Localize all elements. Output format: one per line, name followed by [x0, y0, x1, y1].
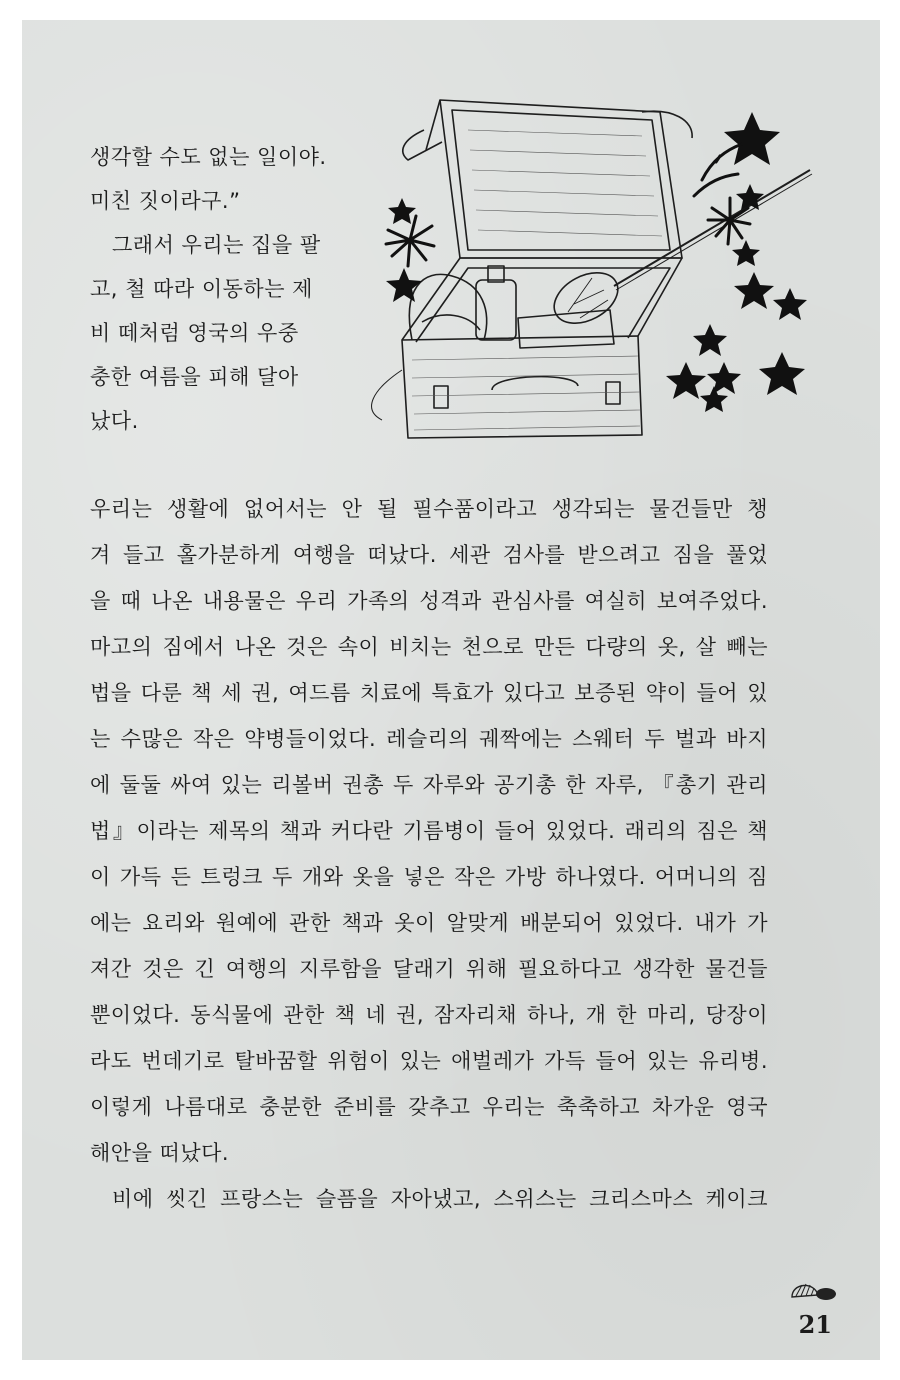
body-line-6: 는 수많은 작은 약병들이었다. 레슬리의 궤짝에는 스웨터 두 벌과 바지 — [90, 727, 768, 751]
seashell-icon — [788, 1275, 838, 1303]
intro-line-1: 생각할 수도 없는 일이야. — [90, 145, 327, 169]
body-line-4: 마고의 짐에서 나온 것은 속이 비치는 천으로 만든 다량의 옷, 살 빼는 — [90, 635, 768, 659]
body-line-7: 에 둘둘 싸여 있는 리볼버 권총 두 자루와 공기총 한 자루, 『총기 관리 — [90, 773, 768, 797]
intro-line-6: 충한 여름을 피해 달아 — [90, 365, 299, 389]
body-line-15: 해안을 떠났다. — [90, 1141, 230, 1165]
intro-line-5: 비 떼처럼 영국의 우중 — [90, 321, 299, 345]
body-line-8: 법』이라는 제목의 책과 커다란 기름병이 들어 있었다. 래리의 짐은 책 — [90, 819, 768, 843]
body-line-5: 법을 다룬 책 세 권, 여드름 치료에 특효가 있다고 보증된 약이 들어 있 — [90, 681, 768, 705]
intro-line-4: 고, 철 따라 이동하는 제 — [90, 277, 313, 301]
intro-line-7: 났다. — [90, 409, 139, 433]
body-line-11: 져간 것은 긴 여행의 지루함을 달래기 위해 필요하다고 생각한 물건들 — [90, 957, 768, 981]
body-line-3: 을 때 나온 내용물은 우리 가족의 성격과 관심사를 여실히 보여주었다. — [90, 589, 768, 613]
suitcase-illustration — [342, 90, 832, 440]
body-line-14: 이렇게 나름대로 충분한 준비를 갖추고 우리는 축축하고 차가운 영국 — [90, 1095, 768, 1119]
body-line-2: 겨 들고 홀가분하게 여행을 떠났다. 세관 검사를 받으려고 짐을 풀었 — [90, 543, 768, 567]
body-line-12: 뿐이었다. 동식물에 관한 책 네 권, 잠자리채 하나, 개 한 마리, 당장이 — [90, 1003, 768, 1027]
body-line-10: 에는 요리와 원예에 관한 책과 옷이 알맞게 배분되어 있었다. 내가 가 — [90, 911, 768, 935]
body-line-9: 이 가득 든 트렁크 두 개와 옷을 넣은 작은 가방 하나였다. 어머니의 짐 — [90, 865, 768, 889]
body-line-1: 우리는 생활에 없어서는 안 될 필수품이라고 생각되는 물건들만 챙 — [90, 497, 768, 521]
intro-line-2: 미친 짓이라구.” — [90, 189, 241, 213]
intro-line-3: 그래서 우리는 집을 팔 — [112, 233, 321, 257]
body-line-13: 라도 번데기로 탈바꿈할 위험이 있는 애벌레가 가득 들어 있는 유리병. — [90, 1049, 768, 1073]
body-line-16: 비에 씻긴 프랑스는 슬픔을 자아냈고, 스위스는 크리스마스 케이크 — [112, 1187, 768, 1211]
page-number: 21 — [798, 1310, 832, 1339]
book-page — [22, 20, 880, 1360]
